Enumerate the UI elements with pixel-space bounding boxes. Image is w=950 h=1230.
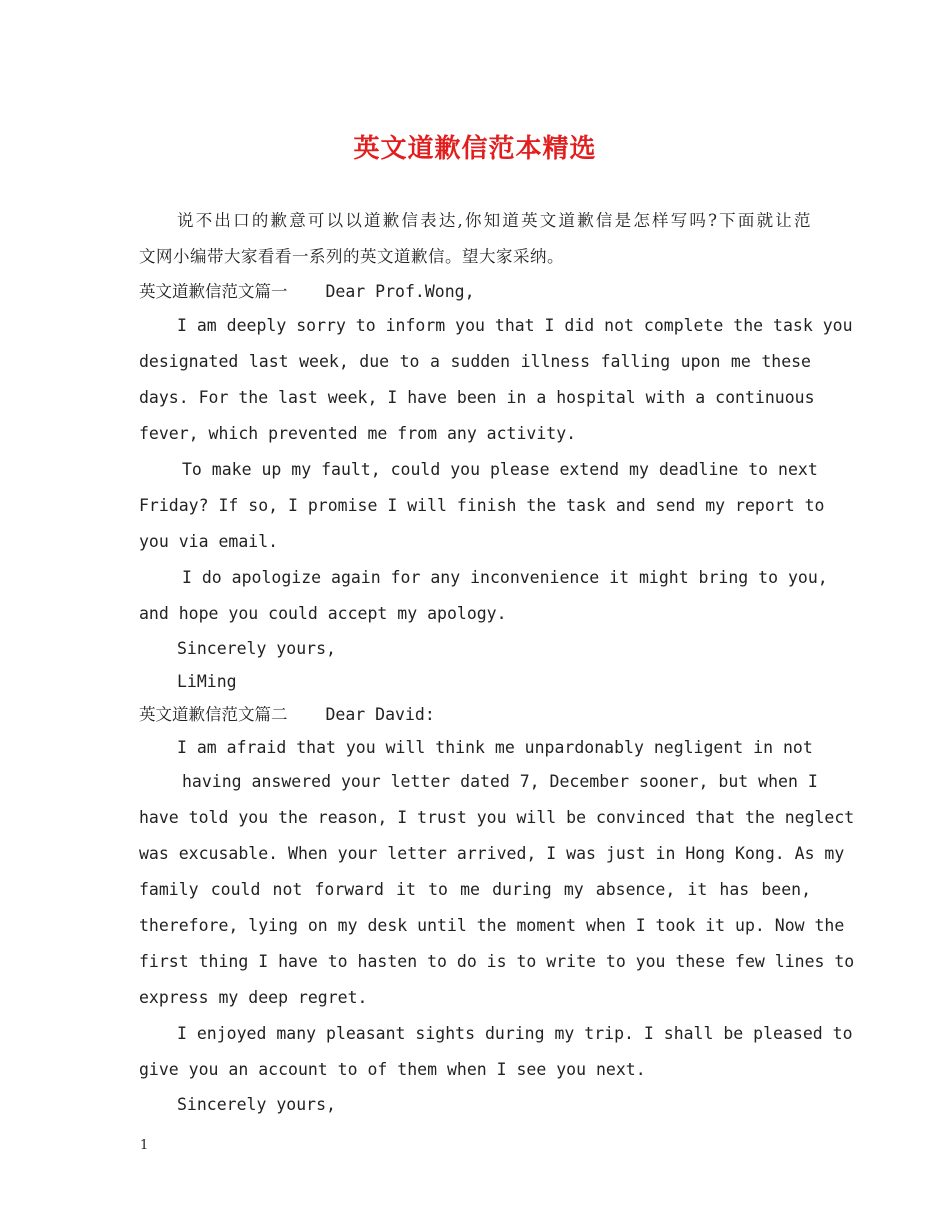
letter1-salutation: Dear Prof.Wong, <box>325 282 475 301</box>
letter2-line: first thing I have to hasten to do is to write to you these few lines to <box>139 952 855 971</box>
letter1-line: I do apologize again for any inconvenience it might bring to you, <box>182 568 828 587</box>
letter1-line: days. For the last week, I have been in a hospital with a continuous <box>139 388 815 407</box>
letter1-closing: Sincerely yours, <box>177 639 336 658</box>
letter2-line: give you an account to of them when I see you next. <box>139 1060 646 1079</box>
letter2-line: was excusable. When your letter arrived, I was just in Hong Kong. As my <box>139 844 845 863</box>
letter-heading-row <box>139 698 811 731</box>
letter1-line: I am deeply sorry to inform you that I did not complete the task you <box>177 316 853 335</box>
letter2-line: I am afraid that you will think me unpardonably negligent in not <box>177 738 813 757</box>
letter1-heading: 英文道歉信范文篇一 <box>139 282 288 301</box>
document-title: 英文道歉信范本精选 <box>353 134 597 164</box>
letter2-line: I enjoyed many pleasant sights during my trip. I shall be pleased to <box>177 1024 853 1043</box>
letter2-line: family could not forward it to me during my absence, it has been, <box>139 880 811 899</box>
letter2-line: have told you the reason, I trust you will be convinced that the neglect <box>139 808 855 827</box>
letter2-heading: 英文道歉信范文篇二 <box>139 705 288 724</box>
letter1-signature: LiMing <box>177 672 237 691</box>
letter2-line: having answered your letter dated 7, December sooner, but when I <box>182 772 818 791</box>
letter1-line: To make up my fault, could you please extend my deadline to next <box>182 460 818 479</box>
document-body <box>139 203 855 1121</box>
letter2-line: express my deep regret. <box>139 988 368 1007</box>
letter1-line: you via email. <box>139 532 279 551</box>
letter1-line: and hope you could accept my apology. <box>139 604 507 623</box>
intro-line: 说不出口的歉意可以以道歉信表达,你知道英文道歉信是怎样写吗?下面就让范 <box>177 211 811 230</box>
letter1-line: Friday? If so, I promise I will finish the task and send my report to <box>139 496 825 515</box>
letter2-line: therefore, lying on my desk until the moment when I took it up. Now the <box>139 916 845 935</box>
intro-line: 文网小编带大家看看一系列的英文道歉信。望大家采纳。 <box>139 247 564 266</box>
page-number: 1 <box>140 1138 149 1153</box>
letter-heading-row <box>139 275 811 308</box>
letter1-line: designated last week, due to a sudden illness falling upon me these <box>139 352 811 371</box>
letter2-closing: Sincerely yours, <box>177 1095 336 1114</box>
letter2-salutation: Dear David: <box>325 705 435 724</box>
letter1-line: fever, which prevented me from any activity. <box>139 424 577 443</box>
